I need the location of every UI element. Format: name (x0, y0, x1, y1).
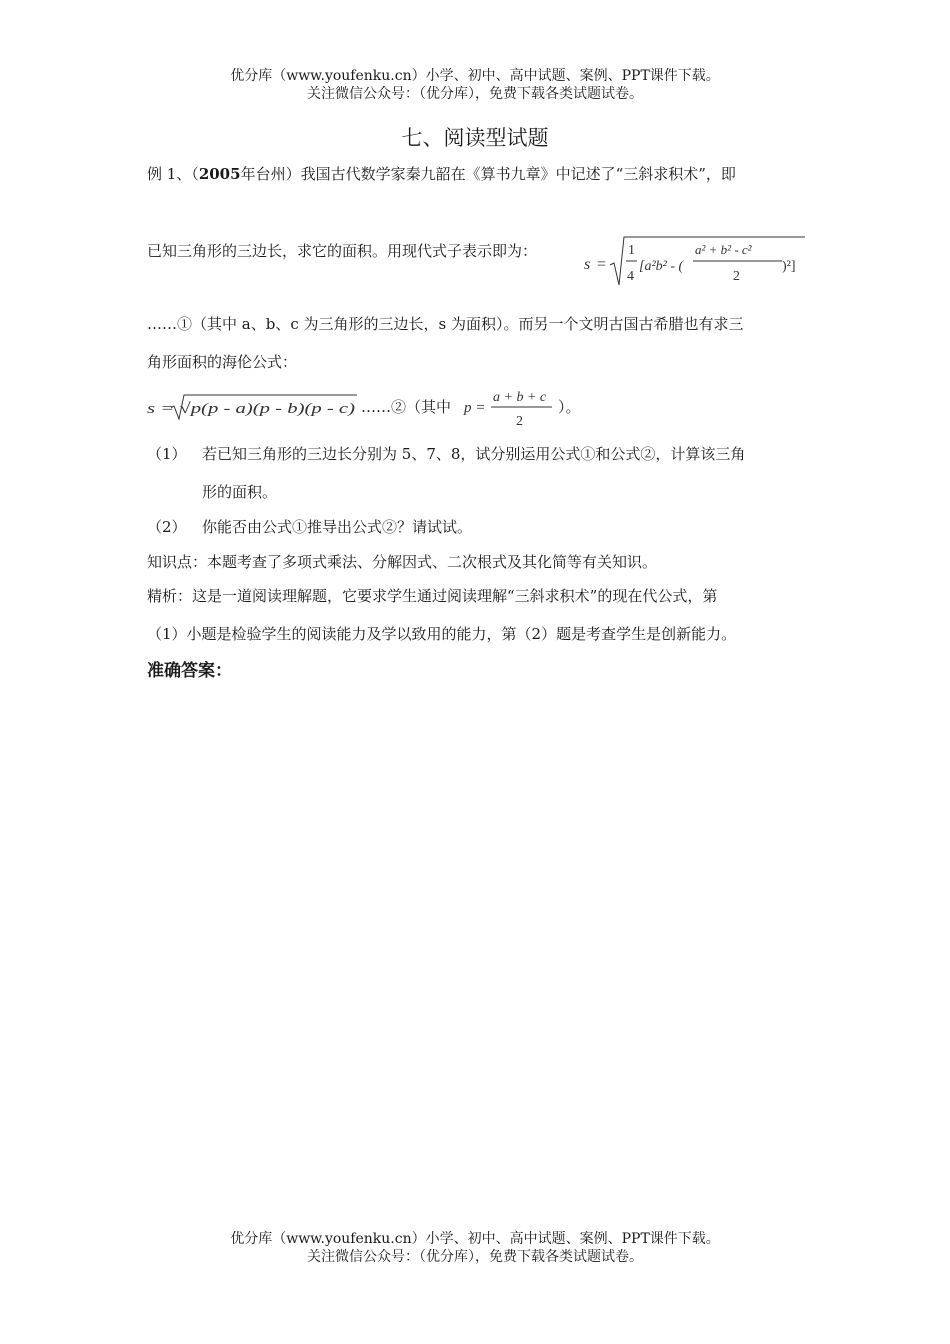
knowledge-points: 知识点：本题考查了多项式乘法、分解因式、二次根式及其化简等有关知识。 (147, 553, 658, 571)
question-2-text: 你能否由公式①推导出公式②？请试试。 (202, 518, 473, 536)
example-line-5b: ）。 (558, 398, 581, 416)
question-1-number: （1） (147, 445, 187, 463)
example-line-4: 角形面积的海伦公式： (147, 353, 298, 371)
formula3-num: a + b + c (493, 390, 547, 405)
formula3-lhs: p = (464, 400, 486, 416)
formula-qin-jiushao (582, 233, 807, 291)
formula1-eq: = (597, 256, 607, 273)
formula1-one: 1 (628, 243, 635, 258)
example-line-1 (147, 163, 807, 185)
formula-heron (145, 392, 359, 422)
example-year: 2005 (198, 165, 241, 183)
example-text-1: 年台州）我国古代数学家秦九韶在《算书九章》中记述了“三斜求积术”，即 (240, 165, 736, 183)
example-prefix: 例 1、（ (147, 165, 199, 183)
example-line-3: ……①（其中 a、b、c 为三角形的三边长，s 为面积）。而另一个文明古国古希腊也有求三 (147, 315, 744, 333)
question-1-text-cont: 形的面积。 (202, 483, 278, 501)
formula1-den: 2 (733, 269, 740, 284)
formula1-s: s (584, 256, 591, 273)
analysis-line-2: （1）小题是检验学生的阅读能力及学以致用的能力，第（2）题是考查学生是创新能力。 (147, 625, 737, 643)
analysis-line-1: 精析：这是一道阅读理解题，它要求学生通过阅读理解“三斜求积术”的现在代公式，第 (147, 587, 718, 605)
formula2-text: s = √p(p - a)(p - b)(p - c) (147, 401, 355, 417)
formula-semi-perimeter (460, 385, 560, 431)
header-line-2: 关注微信公众号：（优分库），免费下载各类试题试卷。 (307, 86, 643, 102)
footer-line-2: 关注微信公众号：（优分库），免费下载各类试题试卷。 (307, 1249, 643, 1265)
formula1-four: 4 (627, 269, 634, 284)
example-line-2: 已知三角形的三边长，求它的面积。用现代式子表示即为： (147, 242, 538, 260)
header-line-1: 优分库（www.youfenku.cn）小学、初中、高中试题、案例、PPT课件下载。 (230, 68, 720, 84)
footer-line-1: 优分库（www.youfenku.cn）小学、初中、高中试题、案例、PPT课件下载。 (230, 1231, 720, 1247)
formula1-tail: )²] (782, 259, 796, 274)
page-title: 七、阅读型试题 (401, 126, 549, 150)
formula3-den: 2 (516, 414, 523, 429)
question-2-number: （2） (147, 518, 187, 536)
question-1-text: 若已知三角形的三边长分别为 5、7、8，试分别运用公式①和公式②，计算该三角 (202, 445, 746, 463)
formula1-num: a² + b² - c² (695, 242, 752, 257)
example-line-5a: ……②（其中 (361, 398, 452, 416)
answer-label: 准确答案： (147, 661, 232, 681)
formula1-body: [a²b² - ( (639, 259, 684, 274)
